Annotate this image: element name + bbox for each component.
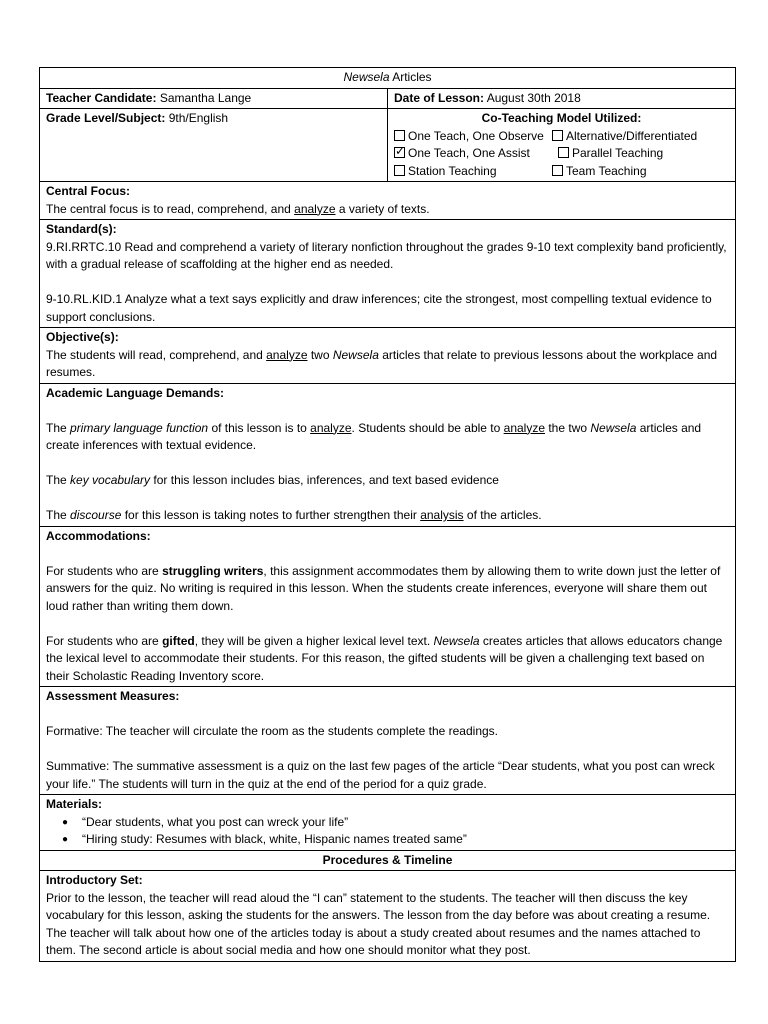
procedures-heading: Procedures & Timeline [40, 850, 736, 871]
accommodations-row [40, 526, 736, 687]
coteach-option[interactable]: ✓One Teach, One Assist [394, 145, 552, 163]
checked-checkbox-icon[interactable] [394, 147, 405, 158]
title-row [40, 68, 736, 89]
coteach-option[interactable]: Station Teaching [394, 163, 552, 181]
accommodations: Accommodations: For students who are struggling writers, this assignment accommodates them by allowing them to write down just the letter of answers for the quiz. No writing is required in this lesson. When the students create inferences, everyone will share them out loud rather than writing them down. For students who are gifted, they will be given a higher lexical level text. Newsela creates articles that allows educators change the lexical level to accommodate their students. For this reason, the gifted students will be given a challenging text based on their Scholastic Reading Inventory score. [40, 526, 736, 687]
lesson-plan [39, 67, 735, 962]
document-title: Newsela Articles [40, 68, 736, 89]
materials: Materials: ● “Dear students, what you post can wreck your life” ● “Hiring study: Resumes with black, white, Hispanic names treated same” [40, 795, 736, 851]
standards-row [40, 220, 736, 328]
coteaching-title: Co-Teaching Model Utilized: [481, 111, 642, 125]
academic-language-row [40, 383, 736, 526]
materials-row [40, 795, 736, 851]
coteach-option[interactable]: Parallel Teaching [552, 145, 722, 163]
checkbox-icon[interactable] [558, 147, 569, 158]
materials-list [46, 814, 729, 849]
assessment-row [40, 687, 736, 795]
checkbox-icon[interactable] [394, 130, 405, 141]
coteach-option[interactable]: Alternative/Differentiated [552, 128, 722, 146]
list-item: ● “Dear students, what you post can wreck your life” [82, 814, 729, 832]
coteach-option[interactable]: Team Teaching [552, 163, 722, 181]
lesson-plan-table [39, 67, 736, 962]
academic-language: Academic Language Demands: The primary language function of this lesson is to analyze. Students should be able to analyze the two Newsela articles and create inferences with textual evidence. The key vocabulary for this lesson includes bias, inferences, and text based evidence The discourse for this lesson is taking notes to further strengthen their analysis of the articles. [40, 383, 736, 526]
list-item: ● “Hiring study: Resumes with black, white, Hispanic names treated same” [82, 831, 729, 849]
coteach-option[interactable]: One Teach, One Observe [394, 128, 552, 146]
summative-assessment: Summative: The summative assessment is a quiz on the last few pages of the article “Dear students, what you post can wreck your life.” The students will turn in the quiz at the end of the period for a quiz grade. [46, 759, 715, 791]
assessment-measures: Assessment Measures: Formative: The teacher will circulate the room as the students complete the readings. Summative: The summative assessment is a quiz on the last few pages of the article “Dear students, what you post can wreck your life.” The students will turn in the quiz at the end of the period for a quiz grade. [40, 687, 736, 795]
checkbox-icon[interactable] [394, 165, 405, 176]
introductory-set: Introductory Set: Prior to the lesson, the teacher will read aloud the “I can” statement to the students. The teacher will then discuss the key vocabulary for this lesson, asking the students for the answers. The lesson from the day before was about creating a resume. The teacher will talk about how one of the articles today is about a study created about resumes and the names attached to them. The second article is about social media and how one should monitor what they post. [40, 871, 736, 962]
date-of-lesson: Date of Lesson: August 30th 2018 [388, 88, 736, 109]
grade-level: Grade Level/Subject: 9th/English [40, 109, 388, 182]
procedures-row [40, 850, 736, 871]
standards: Standard(s): 9.RI.RRTC.10 Read and comprehend a variety of literary nonfiction throughout the grades 9-10 text complexity band proficiently, with a gradual release of scaffolding at the higher end as needed. 9-10.RL.KID.1 Analyze what a text says explicitly and draw inferences; cite the strongest, most compelling textual evidence to support conclusions. [40, 220, 736, 328]
objectives-row [40, 328, 736, 384]
coteaching-model [388, 109, 736, 182]
intro-row [40, 871, 736, 962]
checkbox-icon[interactable] [552, 130, 563, 141]
central-focus: Central Focus: The central focus is to read, comprehend, and analyze a variety of texts. [40, 182, 736, 220]
standard-2: 9-10.RL.KID.1 Analyze what a text says explicitly and draw inferences; cite the strongest, most compelling textual evidence to support conclusions. [46, 292, 712, 324]
formative-assessment: Formative: The teacher will circulate the room as the students complete the readings. [46, 724, 498, 738]
central-focus-row [40, 182, 736, 220]
teacher-date-row [40, 88, 736, 109]
checkbox-icon[interactable] [552, 165, 563, 176]
teacher-candidate: Teacher Candidate: Samantha Lange [40, 88, 388, 109]
grade-coteach-row [40, 109, 736, 182]
objectives: Objective(s): The students will read, comprehend, and analyze two Newsela articles that relate to previous lessons about the workplace and resumes. [40, 328, 736, 384]
standard-1: 9.RI.RRTC.10 Read and comprehend a variety of literary nonfiction throughout the grades 9-10 text complexity band proficiently, with a gradual release of scaffolding at the higher end as needed. [46, 239, 727, 271]
